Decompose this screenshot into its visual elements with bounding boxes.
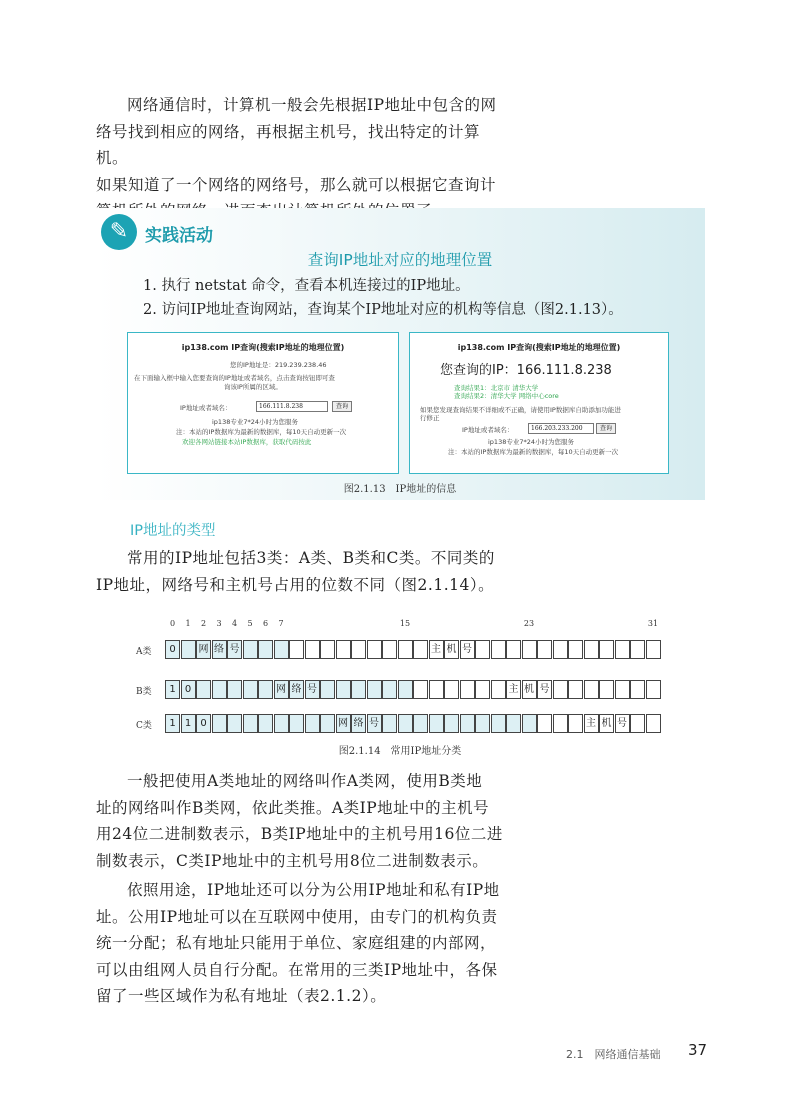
bit-cell (243, 714, 258, 733)
bit-cell (382, 680, 397, 699)
bit-cell (646, 714, 661, 733)
intro-line: 如果知道了一个网络的网络号，那么就可以根据它查询计 (96, 175, 497, 194)
intro-line: 络号找到相应的网络，再根据主机号，找出特定的计算机。 (96, 122, 481, 167)
bit-cell: 机 (444, 640, 459, 659)
bit-cell (599, 640, 614, 659)
shot1-ip-input[interactable]: 166.111.8.238 (256, 401, 328, 412)
bit-cell: 号 (537, 680, 552, 699)
bit-number: 5 (247, 619, 253, 628)
bit-cell (491, 680, 506, 699)
bit-number: 1 (185, 619, 191, 628)
bit-cell (460, 680, 475, 699)
bit-cell (320, 714, 335, 733)
bit-cell (460, 714, 475, 733)
bit-cell (646, 640, 661, 659)
body-paragraph-2 (96, 768, 506, 874)
bit-cell (243, 640, 258, 659)
bit-cell (212, 714, 227, 733)
bit-cell (553, 640, 568, 659)
types-line: IP地址，网络号和主机号占用的位数不同（图2.1.14）。 (96, 575, 495, 594)
bit-cell (568, 714, 583, 733)
bit-cell (196, 680, 211, 699)
bit-cell (398, 714, 413, 733)
bit-cell (506, 640, 521, 659)
bit-cell (351, 680, 366, 699)
bit-cell (367, 640, 382, 659)
shot2-header: ip138.com IP查询(搜索IP地址的地理位置) (457, 343, 621, 352)
bit-cell: 号 (367, 714, 382, 733)
bit-cell (615, 680, 630, 699)
shot1-query-button[interactable]: 查询 (332, 401, 352, 412)
bit-cell (413, 640, 428, 659)
bit-cell: 0 (181, 680, 196, 699)
bit-cell (243, 680, 258, 699)
body3-line: 留了一些区域作为私有地址（表2.1.2）。 (96, 987, 387, 1005)
bit-cell: 主 (429, 640, 444, 659)
figure-2-1-14-caption: 图2.1.14 常用IP地址分类 (338, 746, 462, 757)
types-line: 常用的IP地址包括3类：A类、B类和C类。不同类的 (127, 549, 495, 567)
practice-step-2: 2. 访问IP地址查询网站，查询某个IP地址对应的机构等信息（图2.1.13）。 (143, 302, 623, 318)
bit-cell (506, 714, 521, 733)
bit-cell (398, 680, 413, 699)
bit-cell (258, 640, 273, 659)
bit-cell (227, 680, 242, 699)
figure-2-1-13-caption: 图2.1.13 IP地址的信息 (343, 484, 457, 495)
bit-cell (537, 640, 552, 659)
body2-line: 用24位二进制数表示，B类IP地址中的主机号用16位二进 (96, 825, 503, 843)
bit-cell: 0 (196, 714, 211, 733)
page-number: 37 (688, 1041, 708, 1059)
bit-cell (258, 680, 273, 699)
intro-line: 网络通信时，计算机一般会先根据IP地址中包含的网 (127, 96, 497, 114)
bit-cell (429, 714, 444, 733)
bit-cell (444, 714, 459, 733)
bit-cell (429, 680, 444, 699)
bit-cell: 号 (305, 680, 320, 699)
bit-cell (491, 640, 506, 659)
ip-query-screenshot-1 (127, 332, 399, 474)
shot2-result-2: 查询结果2：清华大学 网络中心core (454, 392, 559, 400)
practice-label: 实践活动 (145, 226, 213, 246)
bit-cell (630, 640, 645, 659)
bit-cell (181, 640, 196, 659)
body3-line: 统一分配；私有地址只能用于单位、家庭组建的内部网， (96, 934, 497, 952)
bit-cell (320, 680, 335, 699)
bit-cell (568, 680, 583, 699)
bit-cell (382, 714, 397, 733)
shot2-result: 您查询的IP：166.111.8.238 (440, 363, 612, 378)
body3-line: 依照用途，IP地址还可以分为公用IP地址和私有IP地 (127, 881, 500, 899)
row-label: A类 (136, 647, 152, 657)
bit-number: 15 (399, 619, 411, 628)
bit-cell (305, 714, 320, 733)
bit-cell (646, 680, 661, 699)
bit-cell: 主 (506, 680, 521, 699)
bit-cell (630, 714, 645, 733)
bit-cell: 网 (336, 714, 351, 733)
bit-cell (444, 680, 459, 699)
bit-cell (336, 680, 351, 699)
bit-cell (522, 714, 537, 733)
row-label: B类 (136, 687, 152, 697)
bit-cell (382, 640, 397, 659)
bit-cell: 1 (165, 680, 180, 699)
body2-line: 址的网络叫作B类网，依此类推。A类IP地址中的主机号 (96, 798, 490, 817)
bit-cell (475, 640, 490, 659)
shot2-note-1: 如果您发现查询结果不详细或不正确，请使用IP数据库自助添加功能进 (420, 406, 621, 414)
body3-line: 可以由组网人员自行分配。在常用的三类IP地址中，各保 (96, 960, 498, 979)
intro-paragraph (96, 92, 506, 225)
bit-cell (320, 640, 335, 659)
bit-cell: 1 (181, 714, 196, 733)
bit-cell: 号 (460, 640, 475, 659)
footer-section: 2.1 网络通信基础 (566, 1048, 661, 1061)
bit-cell (584, 640, 599, 659)
bit-number: 7 (278, 619, 284, 628)
shot2-service-text: ip138专业7*24小时为您服务 (488, 438, 574, 446)
bit-cell (274, 714, 289, 733)
shot1-input-label: IP地址或者域名： (180, 404, 232, 412)
bit-cell: 络 (351, 714, 366, 733)
bit-cell (522, 640, 537, 659)
bit-cell (367, 680, 382, 699)
ip-query-screenshot-2 (409, 332, 669, 474)
bit-cell: 主 (584, 714, 599, 733)
bit-cell (305, 640, 320, 659)
body-paragraph-3 (96, 877, 506, 1010)
bit-cell: 络 (289, 680, 304, 699)
types-paragraph (96, 545, 506, 598)
bit-cell (491, 714, 506, 733)
shot2-note-2: 行修正 (420, 414, 440, 422)
bit-cell (413, 714, 428, 733)
bit-cell: 号 (615, 714, 630, 733)
bit-cell (475, 680, 490, 699)
practice-logo-icon: ✎ (101, 214, 137, 250)
shot1-instruction: 在下面输入框中输入您要查询的IP地址或者域名，点击查询按钮即可查 (134, 374, 335, 382)
bit-cell (568, 640, 583, 659)
bit-number: 31 (647, 619, 659, 628)
bit-cell: 网 (196, 640, 211, 659)
bit-cell: 机 (522, 680, 537, 699)
shot2-result-1: 查询结果1：北京市 清华大学 (454, 384, 539, 392)
bit-number: 2 (200, 619, 207, 628)
bit-cell (553, 680, 568, 699)
bit-cell (537, 714, 552, 733)
bit-cell (413, 680, 428, 699)
bit-cell (584, 680, 599, 699)
shot2-query-button[interactable]: 查询 (596, 423, 616, 434)
bit-cell: 机 (599, 714, 614, 733)
bit-number: 6 (262, 619, 269, 628)
bit-number: 23 (523, 619, 535, 628)
shot1-service-text: ip138专业7*24小时为您服务 (212, 418, 298, 426)
shot1-link[interactable]: 欢迎各网站链接本站IP数据库，获取代码按此 (182, 438, 312, 446)
shot1-header: ip138.com IP查询(搜索IP地址的地理位置) (181, 343, 345, 352)
bit-cell (289, 714, 304, 733)
bit-cell (212, 680, 227, 699)
bit-cell (351, 640, 366, 659)
shot1-instruction-2: 询该IP所属的区域。 (224, 383, 282, 391)
bit-cell (289, 640, 304, 659)
shot2-input-label: IP地址或者域名： (462, 426, 514, 434)
bit-cell: 网 (274, 680, 289, 699)
bit-cell (258, 714, 273, 733)
shot1-note: 注：本站的IP数据库为最新的数据库，每10天自动更新一次 (176, 428, 347, 436)
bit-cell (553, 714, 568, 733)
bit-cell: 号 (227, 640, 242, 659)
body2-line: 制数表示，C类IP地址中的主机号用8位二进制数表示。 (96, 851, 489, 870)
shot2-ip-input[interactable]: 166.203.233.200 (528, 423, 594, 434)
body3-line: 址。公用IP地址可以在互联网中使用，由专门的机构负责 (96, 907, 498, 926)
bit-cell (398, 640, 413, 659)
bit-number: 0 (169, 619, 176, 628)
bit-number: 4 (231, 619, 238, 628)
bit-number: 3 (216, 619, 222, 628)
bit-cell: 络 (212, 640, 227, 659)
bit-cell (630, 680, 645, 699)
row-label: C类 (136, 721, 152, 731)
bit-cell (336, 640, 351, 659)
shot1-your-ip: 您的IP地址是：219.239.238.46 (230, 361, 327, 369)
practice-activity-panel (95, 208, 705, 500)
section-heading: IP地址的类型 (130, 523, 216, 539)
body2-line: 一般把使用A类地址的网络叫作A类网，使用B类地 (127, 772, 483, 790)
shot2-note: 注：本站的IP数据库为最新的数据库，每10天自动更新一次 (448, 448, 619, 456)
bit-cell: 1 (165, 714, 180, 733)
bit-cell (599, 680, 614, 699)
practice-step-1: 1. 执行 netstat 命令，查看本机连接过的IP地址。 (143, 278, 470, 294)
bit-cell (475, 714, 490, 733)
bit-cell (227, 714, 242, 733)
bit-cell: 0 (165, 640, 180, 659)
bit-cell (615, 640, 630, 659)
practice-title: 查询IP地址对应的地理位置 (307, 251, 493, 269)
bit-cell (274, 640, 289, 659)
